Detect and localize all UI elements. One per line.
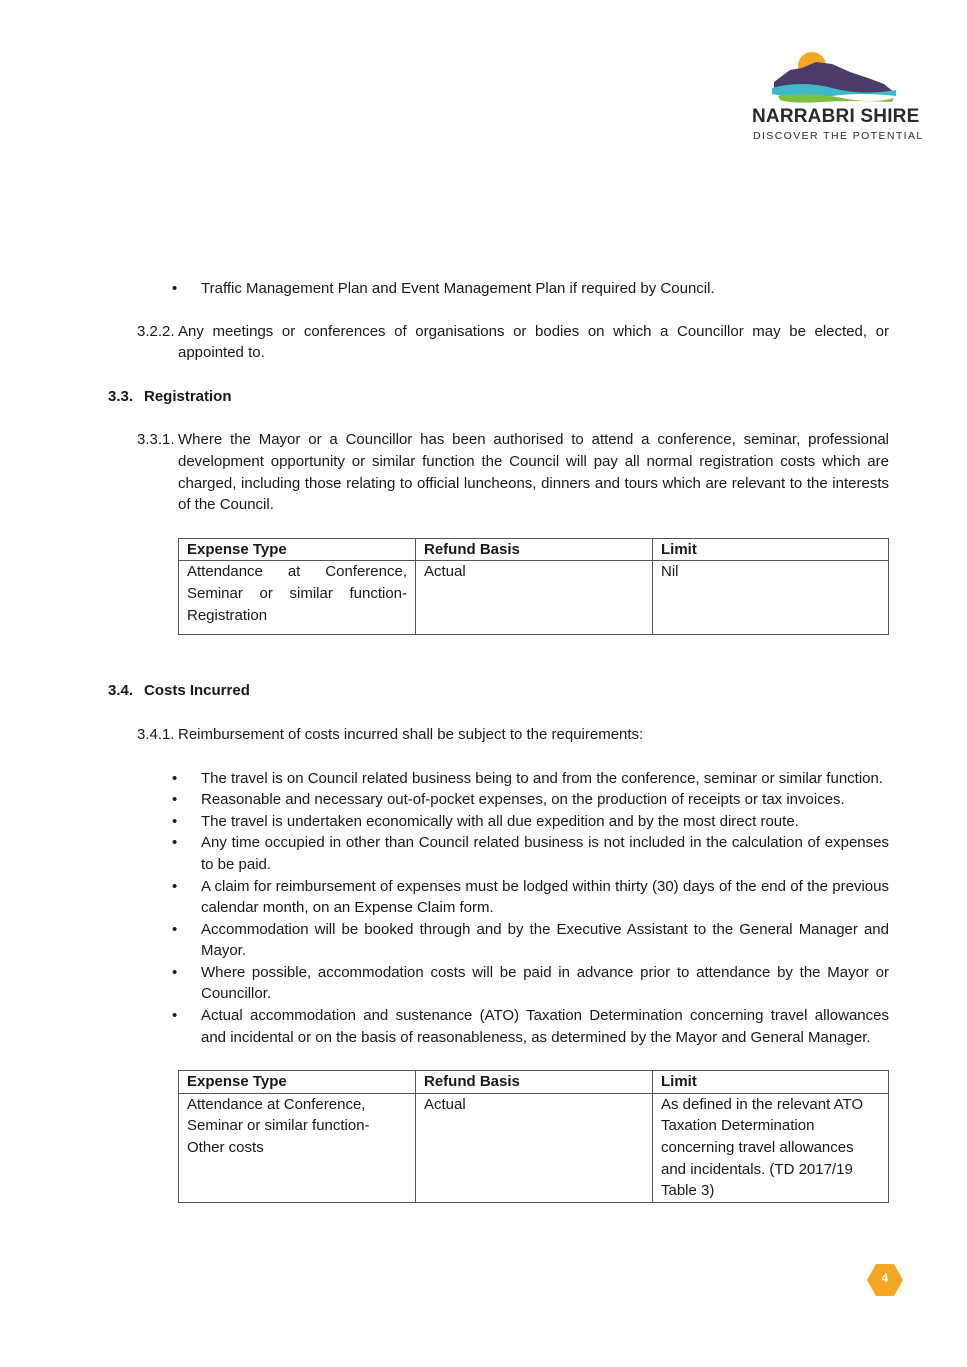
- bullet-icon: •: [172, 877, 178, 895]
- section-heading-3-3: [108, 386, 889, 408]
- logo-title: NARRABRI SHIRE: [752, 106, 920, 127]
- table-cell: Attendance at Conference, Seminar or similar function-Registration: [179, 561, 416, 635]
- table-cell: Attendance at Conference, Seminar or similar function-Other costs: [179, 1093, 416, 1202]
- section-number: 3.3.: [108, 387, 134, 405]
- clause-text: Where the Mayor or a Councillor has been authorised to attend a conference, seminar, professional development opportunity or similar function the Council will pay all normal registration costs which are charged, including those relating to official luncheons, dinners and tours which are relevant to the interests of the Council.: [178, 431, 889, 514]
- table-row: [179, 561, 889, 635]
- other-costs-expense-table: [178, 1070, 889, 1203]
- section-title: Costs Incurred: [144, 682, 250, 700]
- column-header: Expense Type: [179, 1071, 416, 1094]
- column-header: Refund Basis: [416, 538, 653, 561]
- page-number-badge: [866, 1263, 904, 1297]
- list-item: • Reasonable and necessary out-of-pocket expenses, on the production of receipts or tax invoices.: [108, 789, 889, 811]
- section-number: 3.4.: [108, 682, 134, 700]
- list-item: • Where possible, accommodation costs will be paid in advance prior to attendance by the Mayor or Councillor.: [172, 963, 889, 1003]
- bullet-icon: •: [172, 1007, 178, 1025]
- list-item: • Actual accommodation and sustenance (ATO) Taxation Determination concerning travel allowances and incidental or on the basis of reasonableness, as determined by the Mayor and General Manager.: [172, 1007, 889, 1046]
- list-item: • The travel is on Council related business being to and from the conference, seminar or similar function.: [108, 768, 889, 790]
- table-header-row: [179, 1071, 889, 1094]
- list-item: • Accommodation will be booked through and by the Executive Assistant to the General Manager and Mayor.: [172, 920, 889, 960]
- table-cell: Actual: [416, 561, 653, 635]
- document-body: [108, 278, 889, 1203]
- list-item: • The travel is undertaken economically with all due expedition and by the most direct route.: [108, 811, 889, 833]
- landscape-logo-icon: [772, 48, 898, 106]
- bullet-icon: •: [172, 963, 178, 981]
- clause-3-2-2: [108, 321, 889, 364]
- bullet-icon: •: [172, 834, 178, 852]
- table-cell: As defined in the relevant ATO Taxation Determination concerning travel allowances and incidentals. (TD 2017/19 Table 3): [653, 1093, 889, 1202]
- clause-number: 3.3.1.: [137, 431, 175, 449]
- table-cell: Nil: [653, 561, 889, 635]
- column-header: Limit: [653, 1071, 889, 1094]
- table-row: [179, 1093, 889, 1202]
- clause-text: Reimbursement of costs incurred shall be subject to the requirements:: [178, 725, 644, 743]
- column-header: Limit: [653, 538, 889, 561]
- requirements-bullet-list: [108, 768, 889, 1049]
- clause-3-3-1: [108, 429, 889, 515]
- clause-3-4-1: [108, 724, 889, 746]
- narrabri-shire-logo: [752, 48, 924, 148]
- bullet-icon: •: [172, 791, 178, 809]
- clause-number: 3.2.2.: [137, 322, 175, 340]
- column-header: Expense Type: [179, 538, 416, 561]
- bullet-icon: •: [172, 920, 178, 938]
- bullet-icon: •: [172, 280, 178, 297]
- column-header: Refund Basis: [416, 1071, 653, 1094]
- intro-bullet-list: [108, 278, 889, 300]
- clause-text: Any meetings or conferences of organisations or bodies on which a Councillor may be elected, or appointed to.: [178, 322, 889, 362]
- bullet-icon: •: [172, 812, 178, 830]
- clause-number: 3.4.1.: [137, 725, 175, 743]
- registration-expense-table: [178, 538, 889, 636]
- logo-tagline: DISCOVER THE POTENTIAL: [753, 130, 924, 142]
- section-title: Registration: [144, 387, 232, 405]
- section-heading-3-4: [108, 680, 889, 702]
- bullet-icon: •: [172, 769, 178, 787]
- page-number: 4: [881, 1271, 889, 1285]
- table-header-row: [179, 538, 889, 561]
- list-item: • Any time occupied in other than Council related business is not included in the calculation of expenses to be paid.: [172, 834, 889, 873]
- list-item: • Traffic Management Plan and Event Management Plan if required by Council.: [108, 278, 889, 300]
- list-item: • A claim for reimbursement of expenses must be lodged within thirty (30) days of the end of the previous calendar month, on an Expense Claim form.: [172, 877, 889, 917]
- table-cell: Actual: [416, 1093, 653, 1202]
